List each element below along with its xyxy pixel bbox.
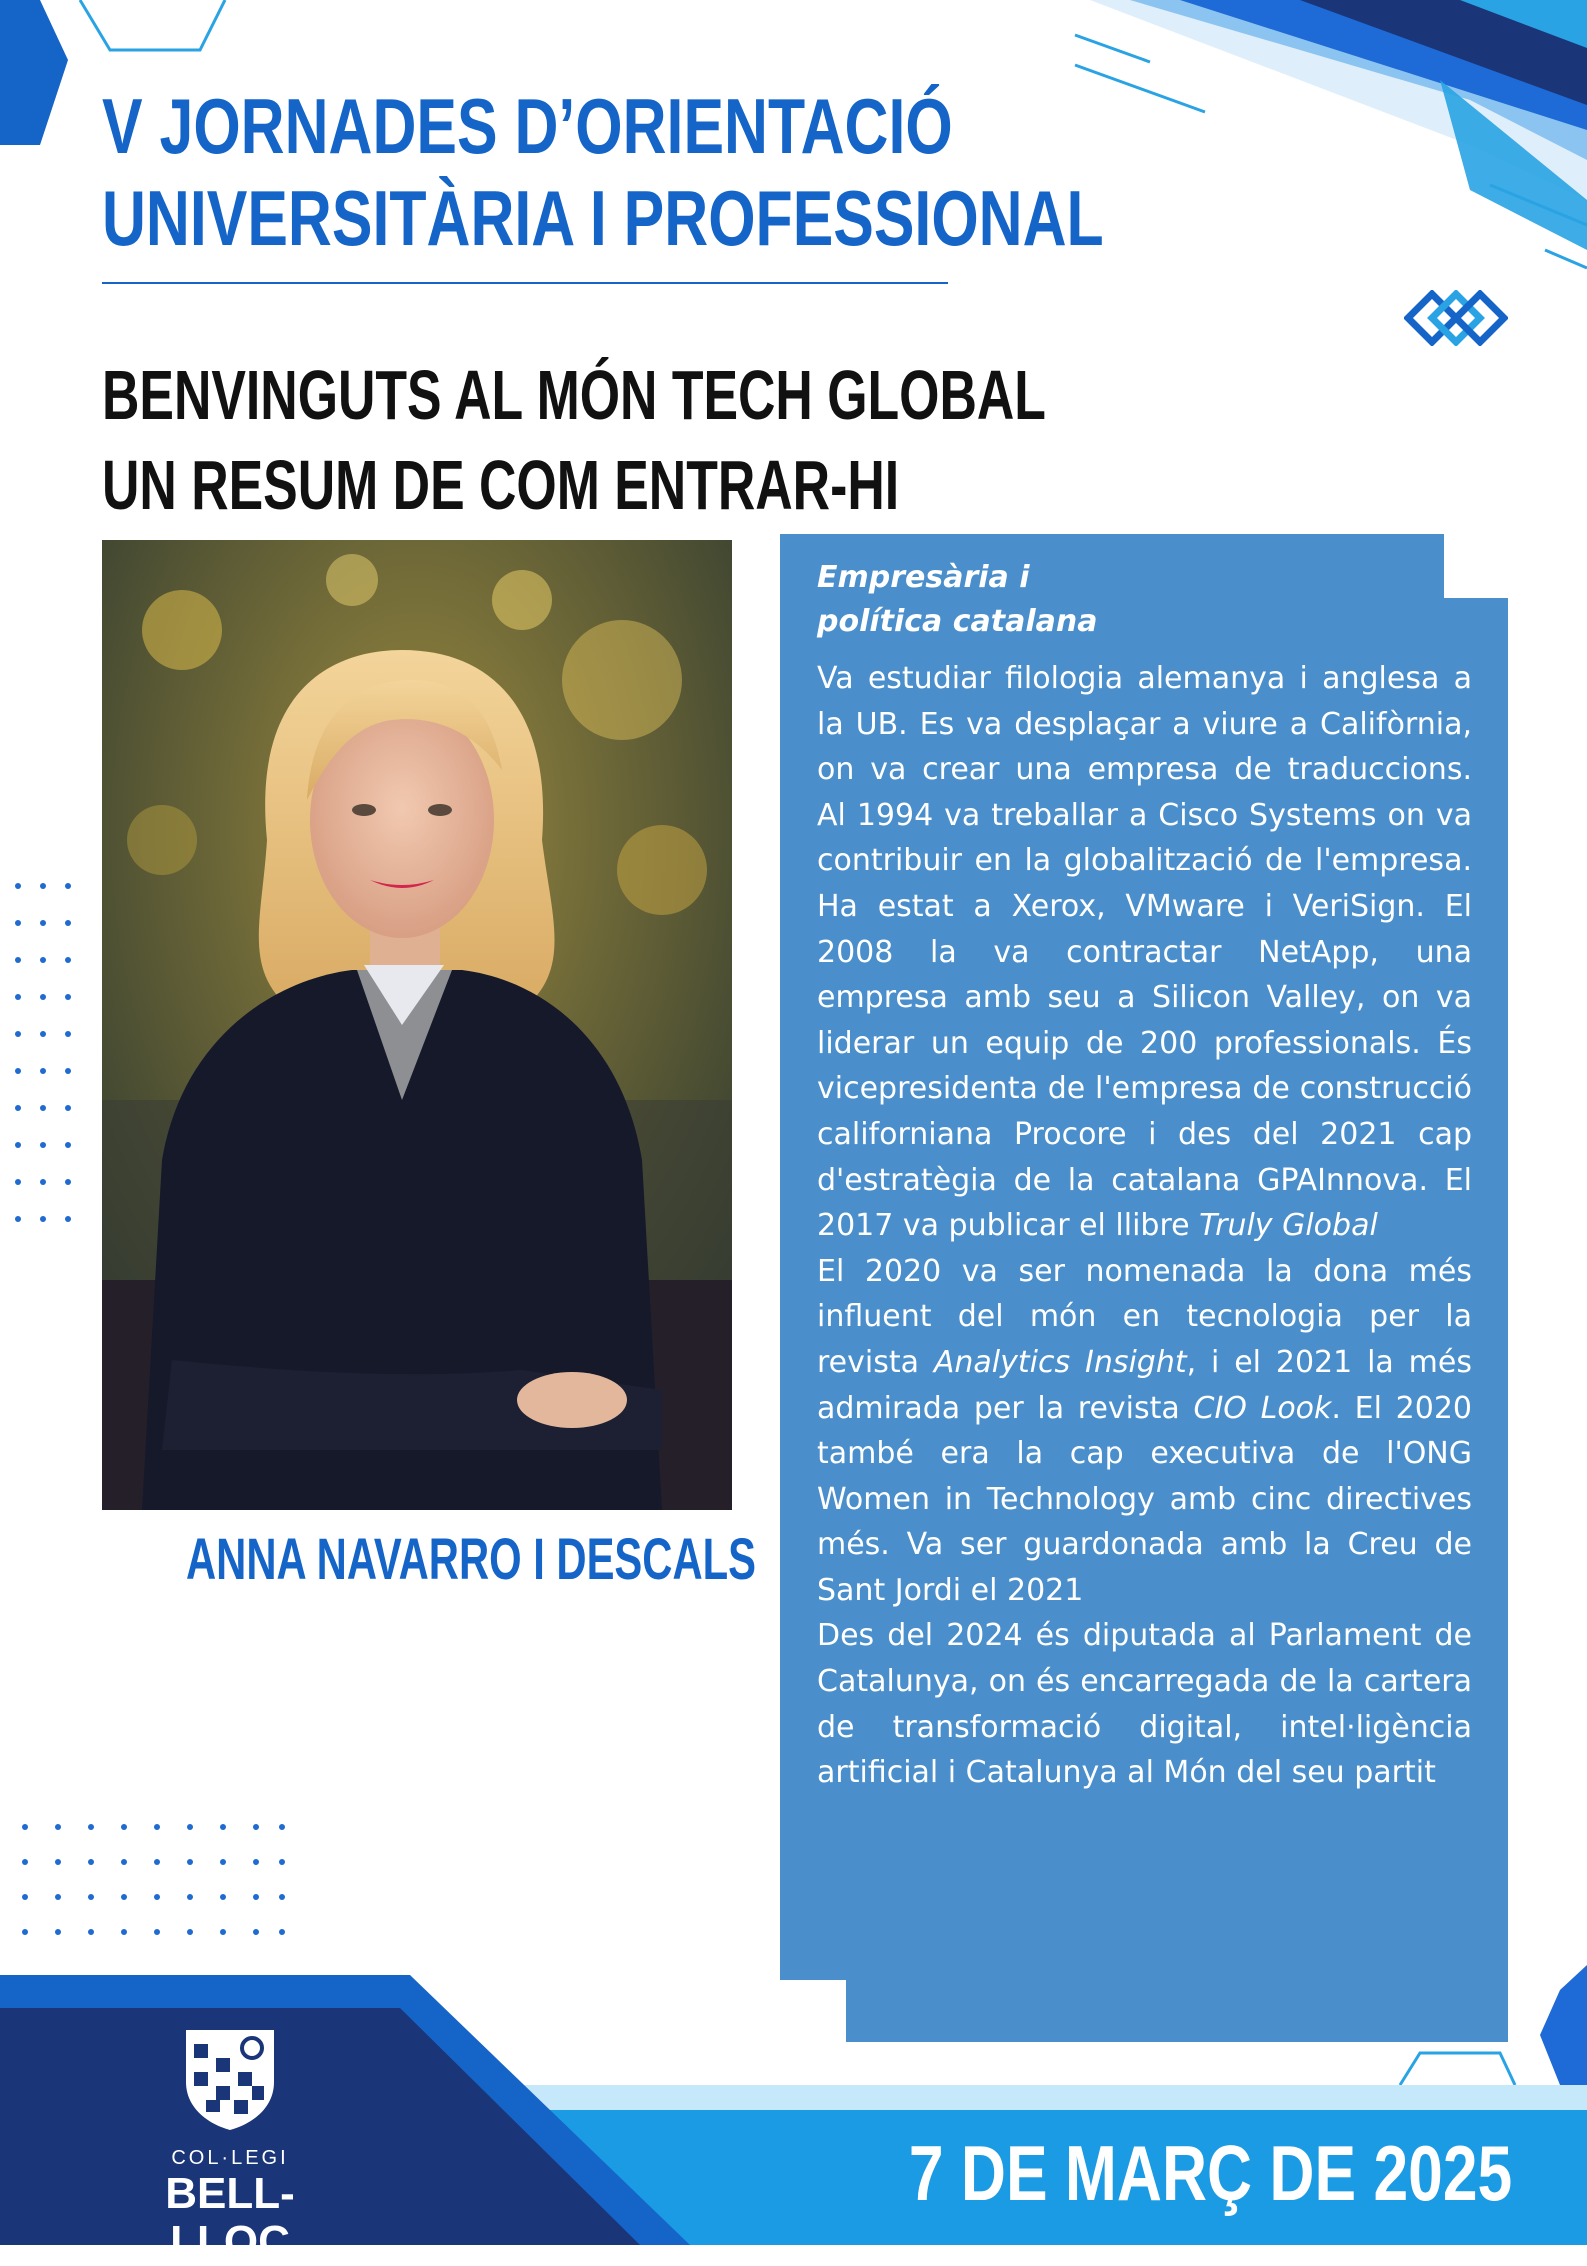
speaker-name: ANNA NAVARRO I DESCALS — [186, 1527, 756, 1592]
event-title — [102, 80, 1104, 264]
bio-text-2b: , i el 2021 la més admirada per la revista — [817, 1344, 1472, 1426]
bio-text-1: Va estudiar filologia alemanya i anglesa a la UB. Es va desplaçar a viure a Califòrnia, on va crear una empresa de traduccions. Al 1994 va treballar a Cisco Systems on va contribuir en la globalització de l'empresa. Ha estat a Xerox, VMware i VeriSign. El 2008 la va contractar NetApp, una empresa amb seu a Silicon Valley, on va liderar un equip de 200 professionals. És vicepresidenta de l'empresa de construcció californiana Procore i des del 2021 cap d'estratègia de la catalana GPAInnova. El 2017 va publicar el llibre — [817, 661, 1472, 1244]
school-logo — [110, 2024, 350, 2266]
speaker-photo — [102, 540, 732, 1510]
dot-pattern-left — [14, 880, 94, 1230]
bio-content — [817, 556, 1472, 1796]
double-diamond-icon — [1404, 290, 1508, 346]
school-crest-icon — [180, 2024, 280, 2134]
speaker-role — [817, 556, 1472, 644]
talk-subtitle — [102, 350, 1046, 530]
bio-paragraph-1 — [817, 656, 1472, 1249]
speaker-role-line-2: política catalana — [817, 604, 1098, 639]
magazine-1: Analytics Insight — [933, 1344, 1187, 1380]
speaker-bio — [817, 656, 1472, 1796]
logo-subtitle: COL·LEGI — [171, 2147, 289, 2169]
bio-text-2a: El 2020 va ser nomenada la dona més influent del món en tecnologia per la revista — [817, 1253, 1472, 1380]
bio-text-2c: . El 2020 també era la cap executiva de l'ONG Women in Technology amb cinc directives més. Va ser guardonada amb la Creu de Sant Jordi el 2021 — [817, 1390, 1473, 1608]
event-title-line-1: V JORNADES D’ORIENTACIÓ — [102, 82, 953, 170]
logo-name: BELL-LLOC — [165, 2169, 295, 2266]
magazine-2: CIO Look — [1193, 1390, 1332, 1426]
book-title: Truly Global — [1199, 1208, 1378, 1244]
dot-pattern-bottom — [20, 1822, 290, 1942]
speaker-role-line-1: Empresària i — [817, 560, 1030, 595]
talk-subtitle-line-2: UN RESUM DE COM ENTRAR-HI — [102, 446, 900, 524]
event-date: 7 DE MARÇ DE 2025 — [908, 2129, 1512, 2217]
title-divider — [102, 282, 948, 284]
bio-paragraph-3: Des del 2024 és diputada al Parlament de Catalunya, on és encarregada de la cartera de transformació digital, intel·ligència artificial i Catalunya al Món del seu partit — [817, 1618, 1472, 1791]
event-title-line-2: UNIVERSITÀRIA I PROFESSIONAL — [102, 174, 1104, 262]
bio-paragraph-2 — [817, 1249, 1472, 1614]
talk-subtitle-line-1: BENVINGUTS AL MÓN TECH GLOBAL — [102, 356, 1046, 434]
